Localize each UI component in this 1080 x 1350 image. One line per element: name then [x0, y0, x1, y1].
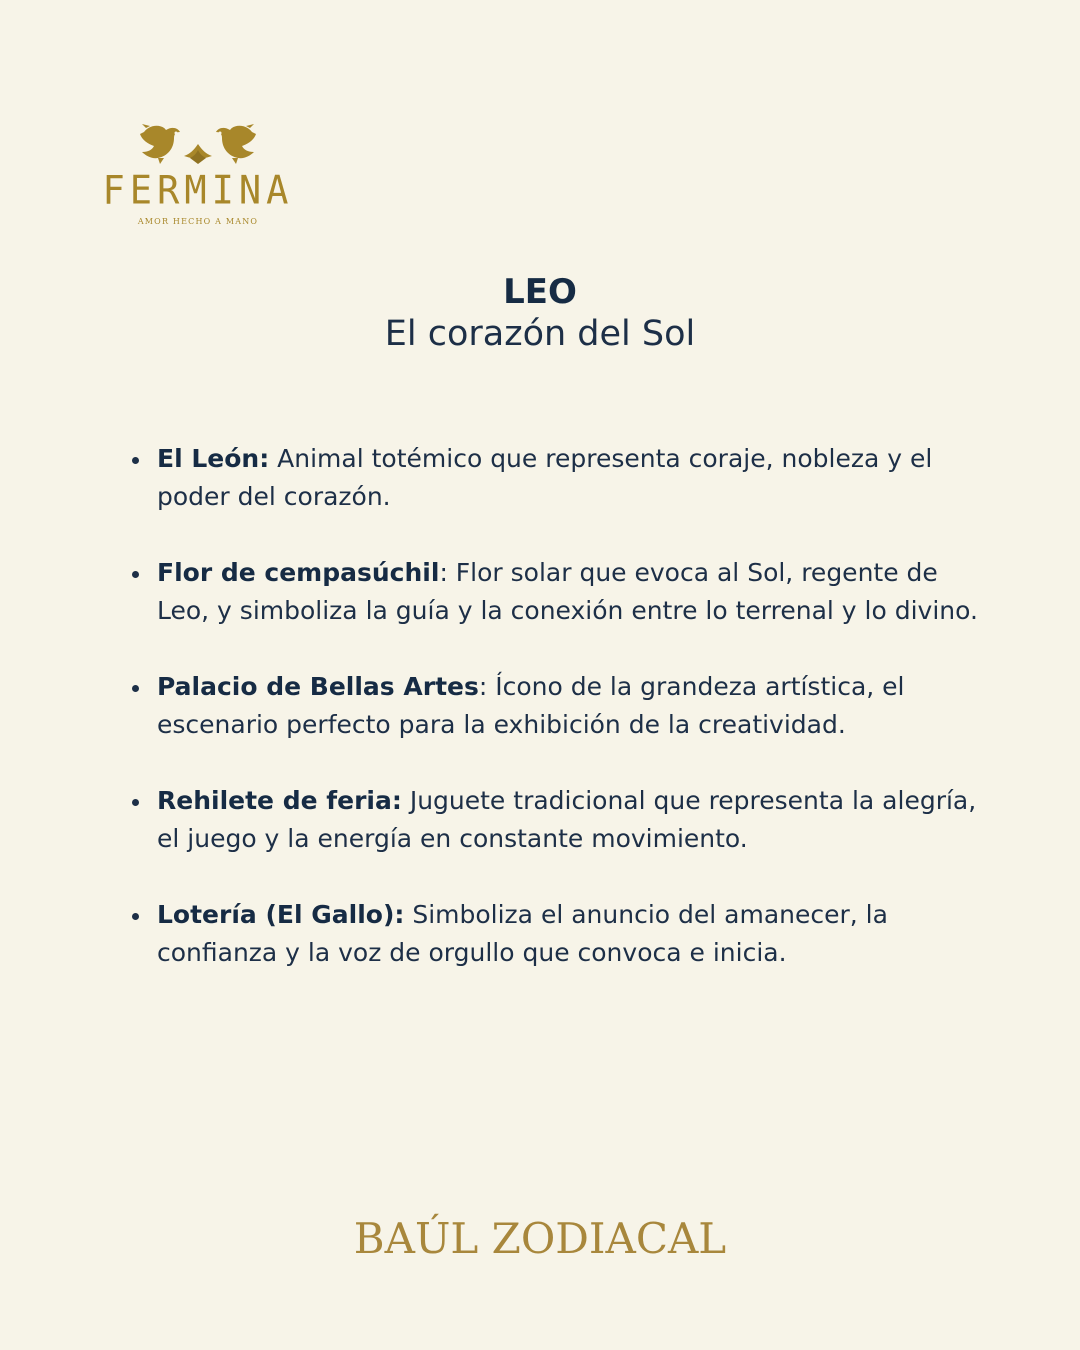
item-term: El León:: [157, 444, 270, 473]
list-item: [128, 668, 988, 744]
item-text: Juguete tradicional que representa la alegría, el juego y la energía en constante movimiento.: [157, 786, 977, 853]
item-text: Simboliza el anuncio del amanecer, la confianza y la voz de orgullo que convoca e inicia.: [157, 900, 888, 967]
item-term: Lotería (El Gallo):: [157, 900, 405, 929]
brand-logo: [102, 122, 294, 226]
two-birds-icon: [138, 122, 258, 166]
list-item: [128, 782, 988, 858]
item-term: Flor de cempasúchil: [157, 558, 440, 587]
page-title: LEO: [503, 272, 577, 312]
logo-tagline: AMOR HECHO A MANO: [137, 217, 259, 226]
symbol-list: [128, 440, 988, 1010]
item-term: Rehilete de feria:: [157, 786, 402, 815]
item-text: : Flor solar que evoca al Sol, regente de Leo, y simboliza la guía y la conexión entre lo terrenal y lo divino.: [157, 558, 978, 625]
list-item: [128, 896, 988, 972]
page-heading: [0, 272, 1080, 356]
item-term: Palacio de Bellas Artes: [157, 672, 479, 701]
list-item: [128, 554, 988, 630]
page-subtitle: El corazón del Sol: [384, 314, 696, 354]
footer-brand: BAÚL ZODIACAL: [353, 1214, 727, 1263]
logo-name: FERMINA: [102, 167, 294, 214]
item-text: : Ícono de la grandeza artística, el escenario perfecto para la exhibición de la creatividad.: [157, 672, 905, 739]
list-item: [128, 440, 988, 516]
item-text: Animal totémico que representa coraje, nobleza y el poder del corazón.: [157, 444, 933, 511]
